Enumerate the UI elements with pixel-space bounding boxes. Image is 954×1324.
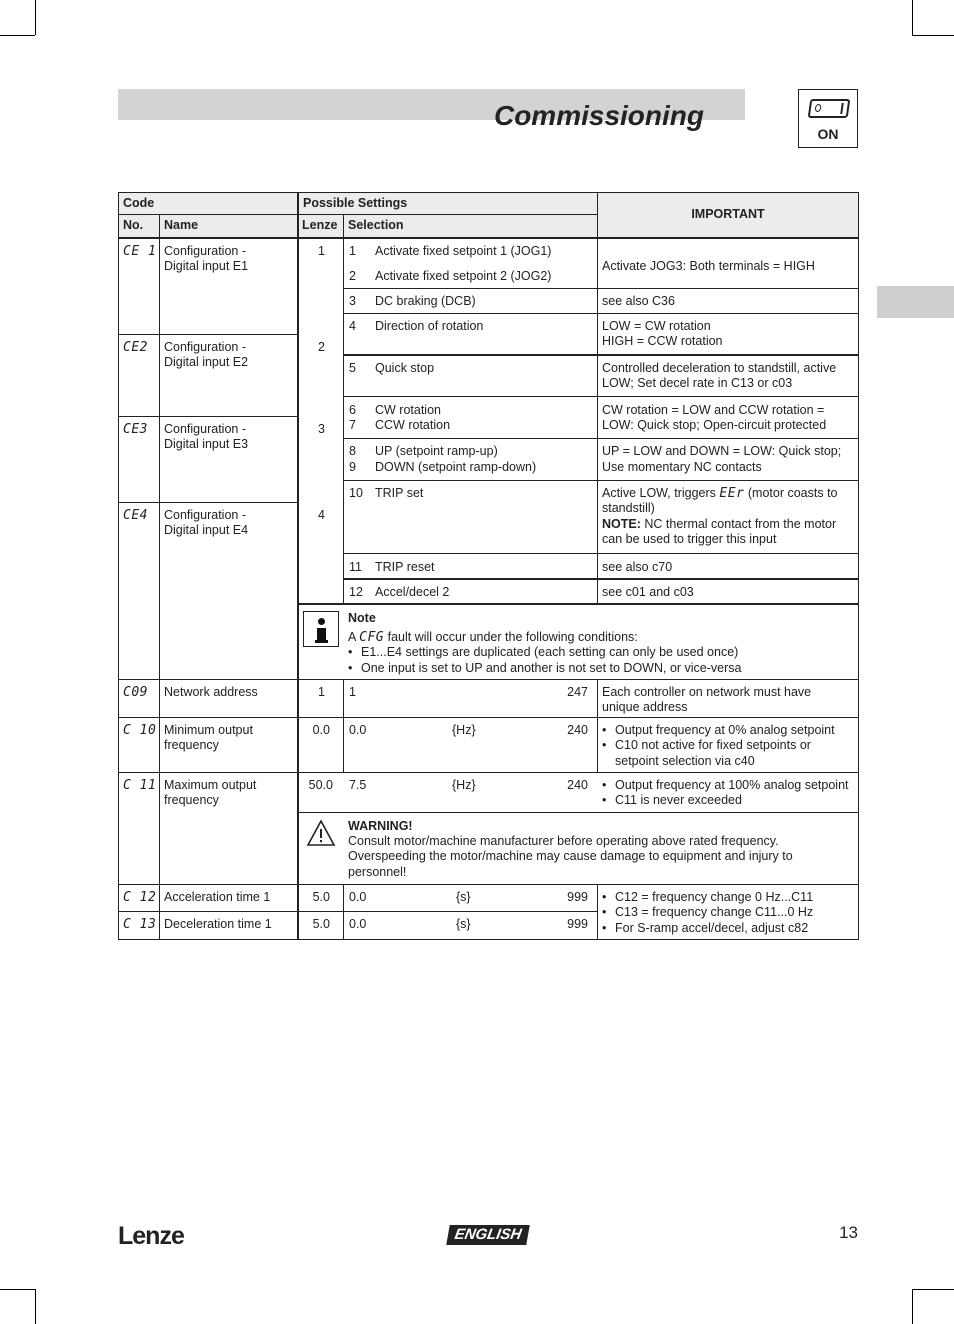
lenze-logo: Lenze: [118, 1222, 184, 1250]
max-c12: 999: [567, 890, 588, 904]
selection-label: Accel/decel 2: [375, 585, 450, 599]
important-cw-1: CW rotation = LOW and CCW rotation =: [602, 403, 825, 417]
ramp-bullet: • C12 = frequency change 0 Hz...C11: [615, 890, 813, 906]
code-ce3: CE3: [123, 422, 148, 437]
important-dir-2: HIGH = CCW rotation: [602, 334, 723, 348]
note-bullet: • E1...E4 settings are duplicated (each setting can only be used once): [361, 645, 738, 661]
note-text-b: fault will occur under the following conditions:: [387, 630, 638, 644]
important-up-1: UP = LOW and DOWN = LOW: Quick stop;: [602, 444, 842, 458]
important-trip-line1: [602, 486, 838, 502]
ramp-bullet: • For S-ramp accel/decel, adjust c82: [615, 921, 808, 937]
important-trip-line3: [602, 517, 836, 533]
selection-num: 2: [349, 269, 356, 283]
trip-note-text: NC thermal contact from the motor: [644, 517, 837, 531]
lenze-c11: 50.0: [308, 778, 333, 792]
important-cw-2: LOW: Quick stop; Open-circuit protected: [602, 418, 827, 432]
c10-bullet-cont: setpoint selection via c40: [615, 754, 755, 768]
selection-num: 9: [349, 460, 356, 474]
crop-mark: [35, 0, 36, 35]
note-code: CFG: [359, 630, 385, 645]
crop-mark: [912, 1289, 954, 1290]
important-c09-2: unique address: [602, 700, 688, 714]
c10-bullet: • C10 not active for fixed setpoints or: [615, 738, 811, 754]
important-up-2: Use momentary NC contacts: [602, 460, 762, 474]
name-ce4-line2: Digital input E4: [164, 523, 249, 537]
important-dcb: see also C36: [602, 294, 675, 308]
selection-num: 7: [349, 418, 356, 432]
page-title: Commissioning: [493, 100, 704, 131]
selection-num: 1: [349, 244, 356, 258]
name-ce4-line1: Configuration -: [164, 508, 246, 522]
crop-mark: [912, 35, 954, 36]
c11-bullet: • Output frequency at 100% analog setpoint: [615, 778, 849, 794]
warning-line2: Overspeeding the motor/machine may cause damage to equipment and injury to: [348, 849, 793, 863]
important-dir-1: LOW = CW rotation: [602, 319, 711, 333]
col-important: IMPORTANT: [691, 207, 765, 221]
col-selection: Selection: [348, 218, 404, 232]
important-jog: Activate JOG3: Both terminals = HIGH: [602, 259, 815, 273]
name-c12: Acceleration time 1: [164, 890, 271, 904]
selection-num: 6: [349, 403, 356, 417]
name-c10-line1: Minimum output: [164, 723, 253, 737]
important-qs-2: LOW; Set decel rate in C13 or c03: [602, 376, 793, 390]
unit-c13: {s}: [456, 917, 471, 931]
parameter-table: [118, 192, 859, 940]
col-possible-settings: Possible Settings: [303, 196, 408, 210]
col-no: No.: [123, 218, 144, 232]
selection-label: TRIP reset: [375, 560, 435, 574]
selection-label: Direction of rotation: [375, 319, 484, 333]
name-ce3-line2: Digital input E3: [164, 437, 249, 451]
info-icon: [303, 611, 339, 647]
selection-num: 11: [349, 560, 362, 574]
note-bullet: • One input is set to UP and another is not set to DOWN, or vice-versa: [361, 661, 742, 677]
crop-mark: [0, 35, 35, 36]
code-c10: C 10: [123, 723, 157, 738]
code-c11: C 11: [123, 778, 157, 793]
name-c10-line2: frequency: [164, 738, 219, 752]
warning-line3: personnel!: [348, 865, 407, 879]
c11-bullet: • C11 is never exceeded: [615, 793, 742, 809]
lenze-ce4: 4: [318, 508, 325, 522]
name-ce2-line2: Digital input E2: [164, 355, 249, 369]
col-lenze: Lenze: [302, 218, 338, 232]
selection-num: 3: [349, 294, 356, 308]
warning-line1: Consult motor/machine manufacturer before operating above rated frequency.: [348, 834, 779, 848]
c10-bullet: • Output frequency at 0% analog setpoint: [615, 723, 835, 739]
code-ce2: CE2: [123, 340, 148, 355]
min-c12: 0.0: [349, 890, 367, 904]
selection-label: Activate fixed setpoint 2 (JOG2): [375, 269, 552, 283]
note-text-a: A: [348, 630, 356, 644]
unit-c11: {Hz}: [452, 778, 476, 792]
code-ce4: CE4: [123, 508, 148, 523]
code-c12: C 12: [123, 890, 157, 905]
selection-num: 5: [349, 361, 356, 375]
power-switch-icon: [798, 89, 858, 148]
code-c13: C 13: [123, 917, 157, 932]
section-tab: [877, 286, 954, 318]
name-c09: Network address: [164, 685, 258, 699]
selection-num: 10: [349, 486, 363, 500]
selection-num: 12: [349, 585, 363, 599]
name-c11-line1: Maximum output: [164, 778, 257, 792]
lenze-c13: 5.0: [312, 917, 330, 931]
name-c11-line2: frequency: [164, 793, 219, 807]
important-reset: see also c70: [602, 560, 673, 574]
selection-label: CW rotation: [375, 403, 441, 417]
selection-label: UP (setpoint ramp-up): [375, 444, 498, 458]
max-c09: 247: [567, 685, 588, 699]
min-c09: 1: [349, 685, 356, 699]
important-trip-4: can be used to trigger this input: [602, 532, 777, 546]
lenze-c09: 1: [318, 685, 325, 699]
max-c13: 999: [567, 917, 588, 931]
name-ce2-line1: Configuration -: [164, 340, 246, 354]
lenze-c10: 0.0: [312, 723, 330, 737]
crop-mark: [912, 1289, 913, 1324]
col-code: Code: [123, 196, 155, 210]
name-ce1-line1: Configuration -: [164, 244, 246, 258]
lenze-ce1: 1: [318, 244, 325, 258]
selection-label: Quick stop: [375, 361, 435, 375]
code-c09: C09: [123, 685, 148, 700]
important-qs-1: Controlled deceleration to standstill, active: [602, 361, 837, 375]
crop-mark: [912, 0, 913, 35]
note-title: Note: [348, 611, 376, 625]
crop-mark: [35, 1289, 36, 1324]
ramp-bullet: • C13 = frequency change C11...0 Hz: [615, 905, 813, 921]
on-label: ON: [817, 126, 839, 142]
unit-c12: {s}: [456, 890, 471, 904]
trip-text-a: Active LOW, triggers: [602, 486, 716, 500]
crop-mark: [0, 1289, 35, 1290]
page-number: 13: [839, 1223, 858, 1242]
name-c13: Deceleration time 1: [164, 917, 272, 931]
important-c09-1: Each controller on network must have: [602, 685, 812, 699]
selection-num: 4: [349, 319, 356, 333]
trip-code: EEr: [719, 486, 745, 501]
min-c10: 0.0: [349, 723, 367, 737]
selection-num: 8: [349, 444, 356, 458]
name-ce1-line2: Digital input E1: [164, 259, 249, 273]
important-trip-2: standstill): [602, 501, 655, 515]
selection-label: DOWN (setpoint ramp-down): [375, 460, 537, 474]
max-c10: 240: [567, 723, 588, 737]
unit-c10: {Hz}: [452, 723, 476, 737]
col-name: Name: [164, 218, 199, 232]
trip-text-b: (motor coasts to: [747, 486, 838, 500]
trip-note-label: NOTE:: [602, 517, 641, 531]
language-badge: ENGLISH: [446, 1225, 530, 1245]
min-c13: 0.0: [349, 917, 367, 931]
lenze-ce2: 2: [318, 340, 325, 354]
max-c11: 240: [567, 778, 588, 792]
selection-label: TRIP set: [375, 486, 424, 500]
selection-label: Activate fixed setpoint 1 (JOG1): [375, 244, 552, 258]
important-accel: see c01 and c03: [602, 585, 694, 599]
name-ce3-line1: Configuration -: [164, 422, 246, 436]
selection-label: DC braking (DCB): [375, 294, 476, 308]
warning-title: WARNING!: [348, 819, 413, 833]
lenze-c12: 5.0: [312, 890, 330, 904]
selection-label: CCW rotation: [375, 418, 451, 432]
lenze-ce3: 3: [318, 422, 325, 436]
code-ce1: CE 1: [123, 244, 157, 259]
note-line1: [348, 630, 638, 646]
min-c11: 7.5: [349, 778, 367, 792]
warning-triangle-icon: [306, 819, 336, 847]
